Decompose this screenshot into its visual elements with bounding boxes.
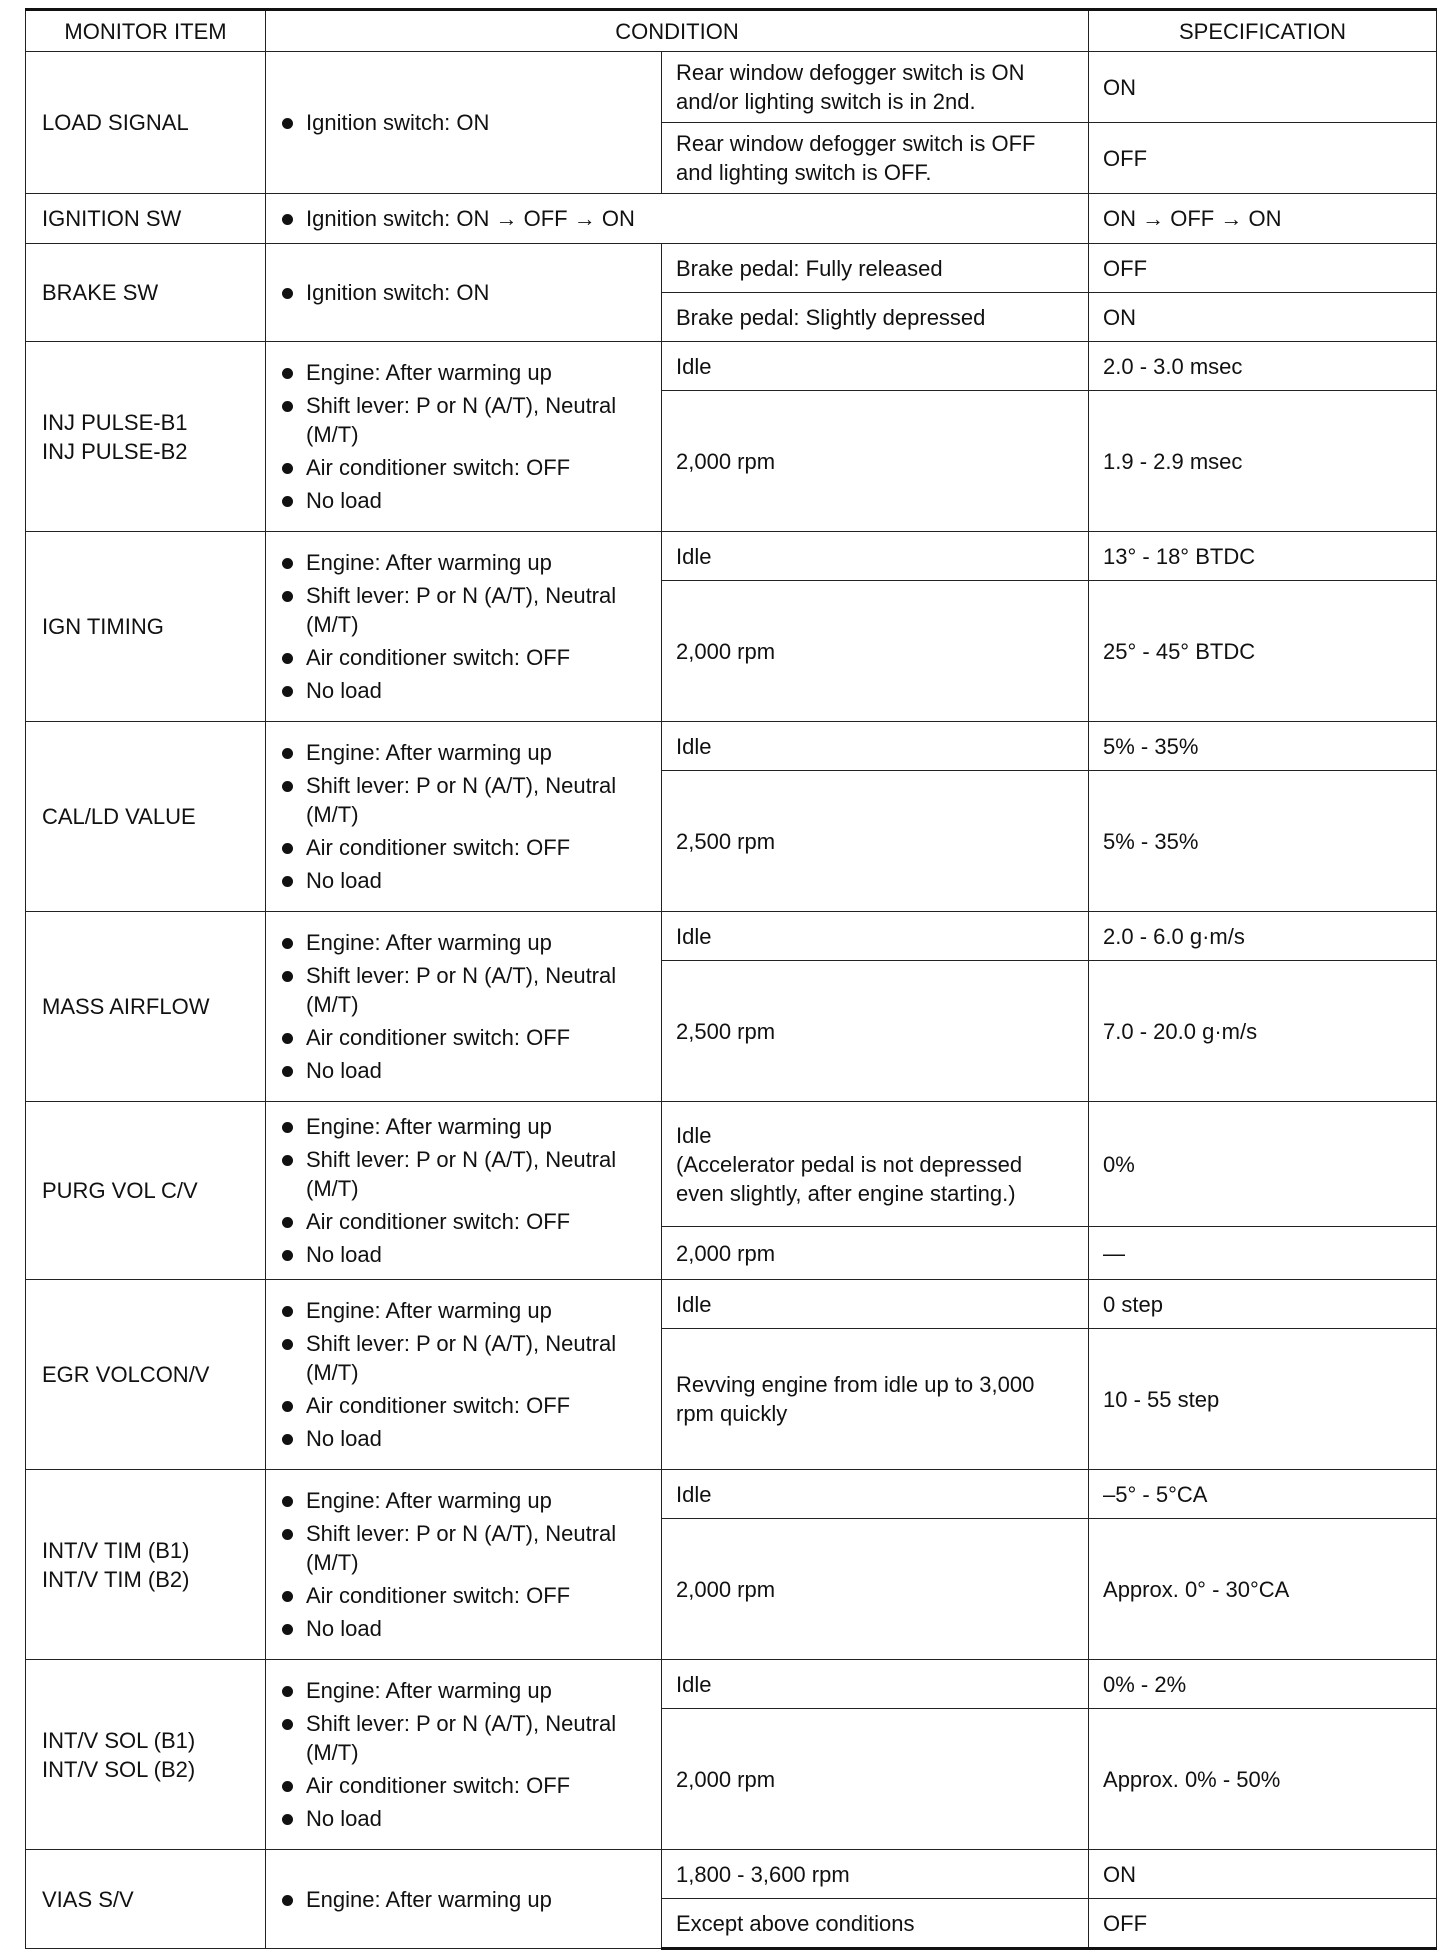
specification: ON	[1089, 1850, 1437, 1899]
condition-bullet: No load	[280, 1614, 647, 1643]
specification: 5% - 35%	[1089, 722, 1437, 771]
condition-bullet: Air conditioner switch: OFF	[280, 1581, 647, 1610]
condition-bullet: Shift lever: P or N (A/T), Neutral (M/T)	[280, 771, 647, 829]
table-row	[26, 532, 1437, 581]
item-line: INJ PULSE-B2	[42, 438, 188, 464]
specification: 7.0 - 20.0 g·m/s	[1089, 961, 1437, 1102]
condition-bullet: Shift lever: P or N (A/T), Neutral (M/T)	[280, 391, 647, 449]
sub-condition: Idle	[662, 532, 1089, 581]
specification: 2.0 - 3.0 msec	[1089, 342, 1437, 391]
condition-cell	[266, 1660, 662, 1850]
condition-cell	[266, 722, 662, 912]
condition-bullet: Engine: After warming up	[280, 1486, 647, 1515]
condition-bullet: Engine: After warming up	[280, 1885, 647, 1914]
condition-bullet: Engine: After warming up	[280, 738, 647, 767]
condition-bullet: Ignition switch: ON	[280, 108, 647, 137]
specification: 1.9 - 2.9 msec	[1089, 391, 1437, 532]
sub-condition: 2,000 rpm	[662, 1519, 1089, 1660]
specification: 10 - 55 step	[1089, 1329, 1437, 1470]
condition-cell	[266, 244, 662, 342]
condition-bullet: Ignition switch: ON → OFF → ON	[280, 204, 1074, 233]
condition-bullet: No load	[280, 1424, 647, 1453]
condition-bullet: No load	[280, 486, 647, 515]
specification: –5° - 5°CA	[1089, 1470, 1437, 1519]
condition-bullet: Air conditioner switch: OFF	[280, 833, 647, 862]
condition-bullet: Engine: After warming up	[280, 548, 647, 577]
monitor-item-mass-airflow: MASS AIRFLOW	[26, 912, 266, 1102]
sub-condition-line: Idle	[676, 1122, 712, 1148]
sub-condition-line: (Accelerator pedal is not depressed even slightly, after engine starting.)	[676, 1151, 1023, 1206]
monitor-item-vias-sv: VIAS S/V	[26, 1850, 266, 1949]
sub-condition: Revving engine from idle up to 3,000 rpm quickly	[662, 1329, 1089, 1470]
condition-cell	[266, 342, 662, 532]
monitor-spec-document	[25, 8, 1436, 1950]
condition-cell	[266, 1470, 662, 1660]
table-row	[26, 1850, 1437, 1899]
monitor-item-egr-volcon-v: EGR VOLCON/V	[26, 1280, 266, 1470]
item-line: INT/V SOL (B1)	[42, 1727, 196, 1753]
sub-condition: 2,000 rpm	[662, 581, 1089, 722]
specification: 2.0 - 6.0 g·m/s	[1089, 912, 1437, 961]
condition-bullet: Engine: After warming up	[280, 358, 647, 387]
condition-bullet: No load	[280, 1804, 647, 1833]
specification: 13° - 18° BTDC	[1089, 532, 1437, 581]
condition-cell	[266, 912, 662, 1102]
condition-cell	[266, 1280, 662, 1470]
sub-condition	[662, 1102, 1089, 1227]
condition-bullet: Air conditioner switch: OFF	[280, 1391, 647, 1420]
monitor-item-intv-tim	[26, 1470, 266, 1660]
condition-bullet: No load	[280, 676, 647, 705]
specification: OFF	[1089, 123, 1437, 194]
condition-bullet: Ignition switch: ON	[280, 278, 647, 307]
sub-condition: Idle	[662, 1280, 1089, 1329]
table-row	[26, 194, 1437, 244]
condition-bullet: Engine: After warming up	[280, 1112, 647, 1141]
table-row	[26, 244, 1437, 293]
condition-bullet: No load	[280, 866, 647, 895]
monitor-item-load-signal: LOAD SIGNAL	[26, 52, 266, 194]
table-row	[26, 342, 1437, 391]
condition-bullet: Engine: After warming up	[280, 1296, 647, 1325]
monitor-item-intv-sol	[26, 1660, 266, 1850]
condition-bullet: Air conditioner switch: OFF	[280, 1207, 647, 1236]
item-line: INJ PULSE-B1	[42, 409, 188, 435]
table-row	[26, 52, 1437, 123]
monitor-item-brake-sw: BRAKE SW	[26, 244, 266, 342]
sub-condition: Idle	[662, 912, 1089, 961]
condition-bullet: Air conditioner switch: OFF	[280, 453, 647, 482]
specification: —	[1089, 1227, 1437, 1280]
monitor-item-inj-pulse	[26, 342, 266, 532]
table-row	[26, 1102, 1437, 1227]
table-row	[26, 722, 1437, 771]
header-specification: SPECIFICATION	[1089, 10, 1437, 52]
condition-cell	[266, 1102, 662, 1280]
table-row	[26, 912, 1437, 961]
condition-bullet: Air conditioner switch: OFF	[280, 643, 647, 672]
condition-bullet: No load	[280, 1240, 647, 1269]
specification: OFF	[1089, 1899, 1437, 1949]
condition-bullet: Shift lever: P or N (A/T), Neutral (M/T)	[280, 581, 647, 639]
condition-cell	[266, 532, 662, 722]
specification: Approx. 0% - 50%	[1089, 1709, 1437, 1850]
item-line: INT/V SOL (B2)	[42, 1756, 196, 1782]
condition-bullet: Shift lever: P or N (A/T), Neutral (M/T)	[280, 1145, 647, 1203]
sub-condition: Except above conditions	[662, 1899, 1089, 1949]
specification: OFF	[1089, 244, 1437, 293]
specification: Approx. 0° - 30°CA	[1089, 1519, 1437, 1660]
condition-bullet: Shift lever: P or N (A/T), Neutral (M/T)	[280, 961, 647, 1019]
condition-bullet: Shift lever: P or N (A/T), Neutral (M/T)	[280, 1709, 647, 1767]
condition-bullet: Engine: After warming up	[280, 928, 647, 957]
specification: 0 step	[1089, 1280, 1437, 1329]
table-row	[26, 1470, 1437, 1519]
sub-condition: Idle	[662, 1660, 1089, 1709]
header-condition: CONDITION	[266, 10, 1089, 52]
table-row	[26, 1280, 1437, 1329]
header-monitor-item: MONITOR ITEM	[26, 10, 266, 52]
monitor-spec-table	[25, 8, 1437, 1950]
specification: ON	[1089, 52, 1437, 123]
sub-condition: 1,800 - 3,600 rpm	[662, 1850, 1089, 1899]
monitor-item-cal-ld-value: CAL/LD VALUE	[26, 722, 266, 912]
item-line: INT/V TIM (B1)	[42, 1537, 190, 1563]
condition-bullet: Shift lever: P or N (A/T), Neutral (M/T)	[280, 1329, 647, 1387]
condition-bullet: No load	[280, 1056, 647, 1085]
sub-condition: Idle	[662, 1470, 1089, 1519]
specification: ON → OFF → ON	[1089, 194, 1437, 244]
sub-condition: 2,000 rpm	[662, 1709, 1089, 1850]
condition-bullet: Engine: After warming up	[280, 1676, 647, 1705]
condition-cell	[266, 52, 662, 194]
sub-condition: Rear window defogger switch is ON and/or lighting switch is in 2nd.	[662, 52, 1089, 123]
specification: 5% - 35%	[1089, 771, 1437, 912]
sub-condition: Idle	[662, 722, 1089, 771]
monitor-item-purg-vol-cv: PURG VOL C/V	[26, 1102, 266, 1280]
condition-bullet: Air conditioner switch: OFF	[280, 1023, 647, 1052]
sub-condition: Idle	[662, 342, 1089, 391]
sub-condition: 2,000 rpm	[662, 391, 1089, 532]
item-line: INT/V TIM (B2)	[42, 1566, 190, 1592]
header-row	[26, 10, 1437, 52]
specification: 0% - 2%	[1089, 1660, 1437, 1709]
monitor-item-ignition-sw: IGNITION SW	[26, 194, 266, 244]
condition-bullet: Shift lever: P or N (A/T), Neutral (M/T)	[280, 1519, 647, 1577]
specification: ON	[1089, 293, 1437, 342]
monitor-item-ign-timing: IGN TIMING	[26, 532, 266, 722]
sub-condition: Brake pedal: Fully released	[662, 244, 1089, 293]
condition-cell	[266, 1850, 662, 1949]
condition-bullet: Air conditioner switch: OFF	[280, 1771, 647, 1800]
sub-condition: 2,500 rpm	[662, 771, 1089, 912]
condition-cell	[266, 194, 1089, 244]
sub-condition: Brake pedal: Slightly depressed	[662, 293, 1089, 342]
table-row	[26, 1660, 1437, 1709]
sub-condition: 2,500 rpm	[662, 961, 1089, 1102]
sub-condition: Rear window defogger switch is OFF and lighting switch is OFF.	[662, 123, 1089, 194]
specification: 0%	[1089, 1102, 1437, 1227]
sub-condition: 2,000 rpm	[662, 1227, 1089, 1280]
specification: 25° - 45° BTDC	[1089, 581, 1437, 722]
